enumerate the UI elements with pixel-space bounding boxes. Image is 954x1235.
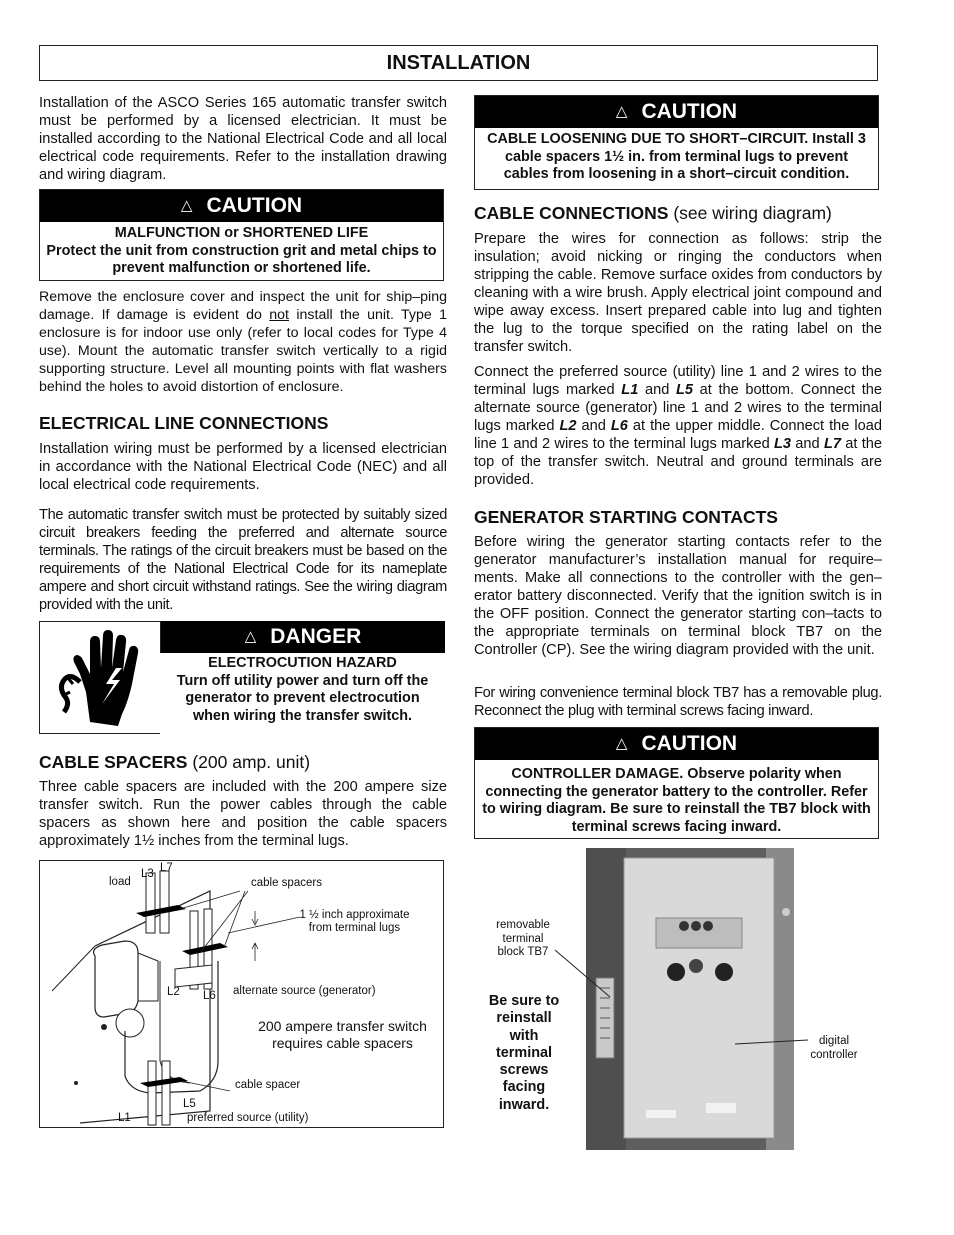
electrical-heading: ELECTRICAL LINE CONNECTIONS xyxy=(39,413,329,433)
cable-spacers-paragraph: Three cable spacers are included with the 200 ampere size transfer switch. Run the power cables through the cable spacers as shown here and position the cable spacers approximately 1½ inches from the terminal lugs. xyxy=(39,779,447,849)
fig-label-l6: L6 xyxy=(203,990,216,1002)
danger-heading: ELECTROCUTION HAZARD xyxy=(208,655,397,671)
fig-label-l2: L2 xyxy=(167,986,180,998)
caution-text: Protect the unit from construction grit and metal chips to prevent malfunction or shortened life. xyxy=(46,242,437,276)
label-reinstall-note: Be sure to reinstall with terminal screws facing inward. xyxy=(488,993,560,1113)
danger-bar xyxy=(160,621,445,653)
fig-label-l1: L1 xyxy=(118,1112,131,1124)
caution-bar xyxy=(475,728,878,760)
cable-connections-p2: Connect the preferred source (utility) line 1 and 2 wires to the terminal lugs marked L1 and L5 at the bottom. Connect the alternate source (generator) line 1 and 2 wires to the terminal lugs marked L2 and L6 at the upper middle. Connect the load line 1 and 2 wires to the terminal lugs marked L3 and L7 at the top of the transfer switch. Neutral and ground terminals are provided. xyxy=(474,364,882,488)
caution-body: CONTROLLER DAMAGE. Observe polarity when connecting the generator battery to the controller. Refer to wiring diagram. Be sure to reinstall the TB7 block with terminal screws facing inward. xyxy=(482,766,871,835)
mounting-paragraph: Remove the enclosure cover and inspect the unit for ship–ping damage. If damage is evident do not install the unit. Type 1 enclosure is for indoor use only (refer to local codes for Type 4 use). Mount the automatic transfer switch vertically to a rigid supporting structure. Level all mounting points with flat washers behind the holes to avoid distortion of enclosure. xyxy=(39,289,447,395)
caution-bar xyxy=(40,190,443,222)
danger-callout xyxy=(160,621,445,734)
warning-triangle-icon: △ xyxy=(180,197,193,214)
electrical-p1: Installation wiring must be performed by a licensed electrician in accordance with the National Electrical Code (NEC) and all local electrical code requirements. xyxy=(39,441,447,493)
fig-label-cable-spacers: cable spacers xyxy=(251,877,322,889)
danger-block xyxy=(39,621,444,734)
fig-label-approx: 1 ½ inch approximate from terminal lugs xyxy=(299,909,410,934)
cable-spacers-figure xyxy=(39,860,444,1128)
caution-bar xyxy=(475,96,878,128)
fig-label-pref-source: preferred source (utility) xyxy=(187,1112,309,1124)
danger-text: Turn off utility power and turn off the generator to prevent electrocution when wiring the transfer switch. xyxy=(176,672,429,724)
fig-label-load: load xyxy=(109,876,131,888)
caution-cable-loosening xyxy=(474,95,879,190)
caution-label: CAUTION xyxy=(206,194,303,217)
caution-malfunction xyxy=(39,189,444,281)
electrocution-hand-icon xyxy=(40,622,161,733)
controller-leader-line xyxy=(730,1030,810,1050)
danger-body xyxy=(160,653,445,728)
electrical-p2: The automatic transfer switch must be protected by suitably sized circuit breakers feeding the preferred and alternate source terminals. The ratings of the circuit breakers must be based on the requirements of the National Electrical Code for its nameplate ampere and short circuit withstand ratings. See the wiring diagram provided with the unit. xyxy=(39,507,447,613)
underlined-not: not xyxy=(269,307,290,323)
danger-label: DANGER xyxy=(270,625,362,648)
fig-label-l3: L3 xyxy=(141,868,154,880)
caution-label: CAUTION xyxy=(641,732,738,755)
cable-connections-heading: CABLE CONNECTIONS (see wiring diagram) xyxy=(474,203,832,223)
label-digital-controller: digital controller xyxy=(810,1035,858,1061)
warning-triangle-icon: △ xyxy=(244,628,257,645)
generator-heading: GENERATOR STARTING CONTACTS xyxy=(474,507,778,527)
intro-paragraph: Installation of the ASCO Series 165 automatic transfer switch must be performed by a licensed electrician. It must be installed according to the National Electrical Code and all local electrical code requirements. Refer to the installation drawing and wiring diagram. xyxy=(39,95,447,183)
generator-p2: For wiring convenience terminal block TB7 has a removable plug. Reconnect the plug with terminal screws facing inward. xyxy=(474,685,882,719)
warning-triangle-icon: △ xyxy=(615,103,628,120)
fig-label-l7: L7 xyxy=(160,862,173,874)
warning-triangle-icon: △ xyxy=(615,735,628,752)
cable-spacers-heading: CABLE SPACERS (200 amp. unit) xyxy=(39,752,311,772)
fig-label-l5: L5 xyxy=(183,1098,196,1110)
cable-connections-p1: Prepare the wires for connection as follows: strip the insulation; avoid nicking or ringing the conductors when stripping the cable. Remove surface oxides from conductors by cleaning with a wire brush. Apply electrical joint compound and wipe away excess. Insert prepared cable into lug and tighten the lug to the torque specified on the rating label on the transfer switch. xyxy=(474,231,882,355)
fig-label-alt-source: alternate source (generator) xyxy=(233,985,376,997)
fig-label-cable-spacer: cable spacer xyxy=(235,1079,301,1091)
page-title: INSTALLATION xyxy=(39,45,878,81)
generator-p1: Before wiring the generator starting contacts refer to the generator manufacturer’s installation manual for require–ments. Make all connections to the controller with the gen–erator battery disconnected. Verify that the ignition switch is in the OFF position. Connect the generator starting con–tacts to the appropriate terminals on terminal block TB7 on the Controller (CP). See the wiring diagram provided with the unit. xyxy=(474,534,882,658)
fig-note: 200 ampere transfer switch requires cable spacers xyxy=(258,1018,427,1051)
caution-label: CAUTION xyxy=(641,100,738,123)
label-removable-tb7: removable terminal block TB7 xyxy=(496,919,550,958)
caution-heading: MALFUNCTION or SHORTENED LIFE xyxy=(114,225,369,241)
caution-body: CABLE LOOSENING DUE TO SHORT–CIRCUIT. Install 3 cable spacers 1½ in. from terminal lugs to prevent cables from loosening in a short–circuit condition. xyxy=(487,131,866,182)
caution-controller-damage xyxy=(474,727,879,839)
caution-body xyxy=(40,222,443,281)
